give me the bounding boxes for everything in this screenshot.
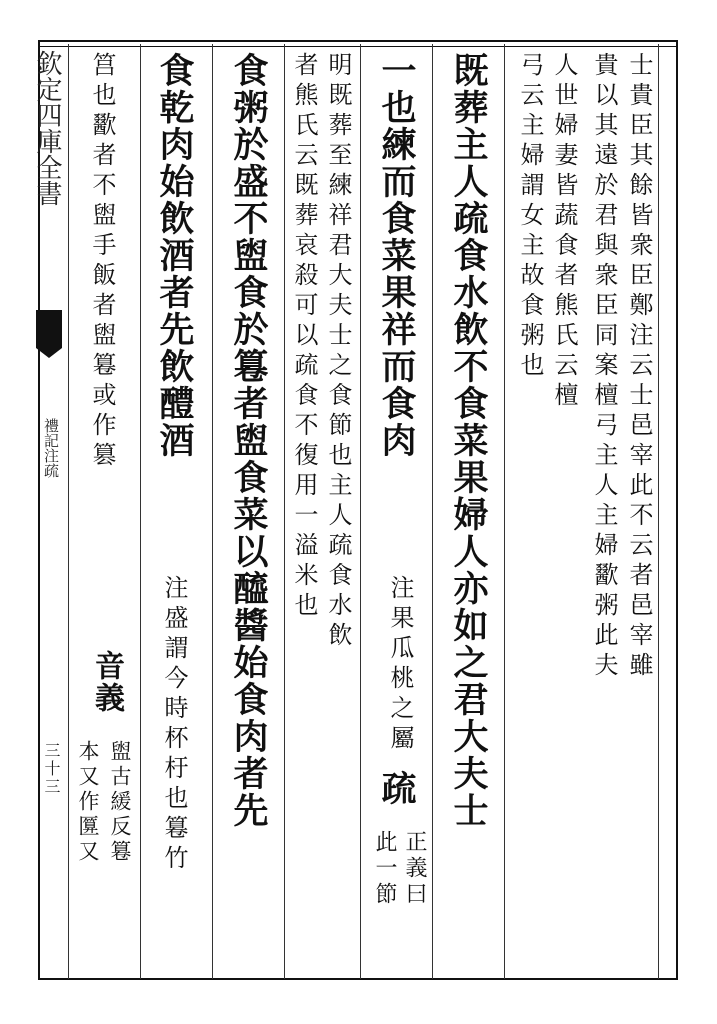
column-rule	[432, 44, 433, 979]
text-column-3-main: 一也練而食菜果祥而食肉	[376, 52, 417, 459]
text-column-3-shu: 疏	[376, 770, 417, 807]
text-column-7-note: 筥也歠者不盥手飯者盥篹或作篡	[88, 52, 116, 472]
text-column-7-sub-a: 盥古緩反篹	[108, 740, 132, 865]
text-column-3-zhengyi: 正義曰	[402, 830, 427, 908]
column-rule	[504, 44, 505, 979]
text-column-6-main: 食乾肉始飲酒者先飲醴酒	[154, 52, 195, 459]
text-column-3-ci: 此一節	[372, 830, 397, 908]
book-title: 禮記注疏	[42, 418, 60, 478]
column-rule	[658, 44, 659, 979]
column-rule	[284, 44, 285, 979]
column-rule	[360, 44, 361, 979]
top-rule	[38, 46, 678, 47]
text-column-6-note: 注盛謂今時杯杅也篹竹	[160, 575, 188, 875]
text-column-1c: 人世婦妻皆蔬食者熊氏云檀	[550, 52, 578, 412]
text-column-3-note: 注果瓜桃之屬	[386, 575, 414, 755]
text-column-5: 食粥於盛不盥食於篹者盥食菜以醯醬始食肉者先	[228, 52, 269, 829]
page-frame	[32, 40, 678, 980]
edge-title: 欽定四庫全書	[32, 50, 62, 206]
text-column-1b: 貴以其遠於君與衆臣同案檀弓主人主婦歠粥此夫	[590, 52, 618, 682]
fish-tail-mark	[36, 310, 62, 348]
text-column-1d: 弓云主婦謂女主故食粥也	[516, 52, 544, 382]
text-column-2: 既葬主人疏食水飲不食菜果婦人亦如之君大夫士	[448, 52, 489, 829]
text-column-7-yinyi: 音義	[89, 650, 124, 714]
text-column-4a: 明既葬至練祥君大夫士之食節也主人疏食水飲	[324, 52, 352, 652]
text-column-7-sub-b: 本又作匴又	[76, 740, 100, 865]
page-number: 三十三	[42, 742, 61, 796]
text-column-1a: 士貴臣其餘皆衆臣鄭注云士邑宰此不云者邑宰雖	[625, 52, 653, 682]
column-rule	[212, 44, 213, 979]
column-rule	[140, 44, 141, 979]
text-column-4b: 者熊氏云既葬哀殺可以疏食不復用一溢米也	[290, 52, 318, 622]
column-rule	[68, 44, 69, 979]
